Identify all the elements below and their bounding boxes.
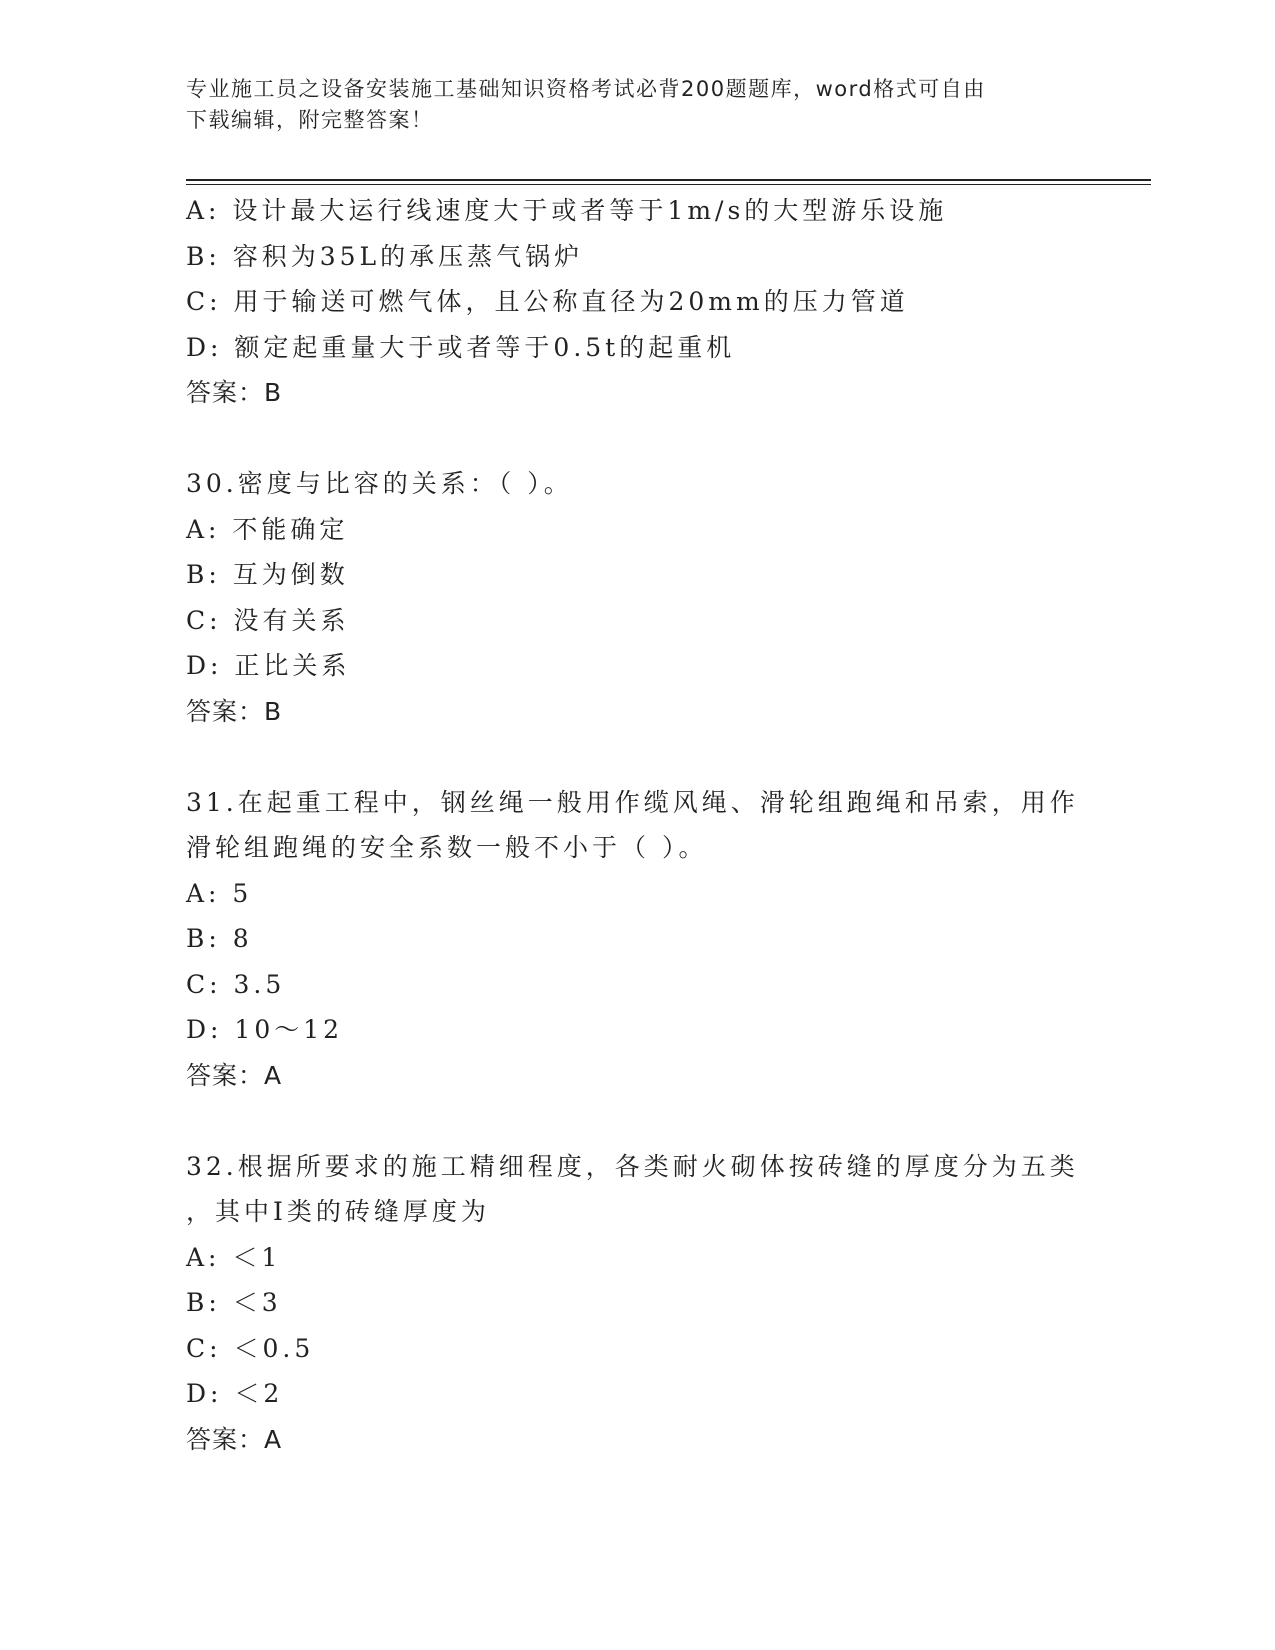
question-31 (186, 780, 1086, 1099)
option-b: B: ＜3 (186, 1288, 282, 1317)
answer-label: 答案：A (186, 1060, 283, 1090)
option-b: B: 互为倒数 (186, 560, 349, 589)
question-stem-line-1: 31.在起重工程中，钢丝绳一般用作缆风绳、滑轮组跑绳和吊索，用作 (186, 787, 1079, 817)
option-d: D: 10～12 (186, 1015, 344, 1044)
document-header (186, 74, 1086, 136)
question-29 (186, 188, 1086, 416)
spacer (186, 1098, 1086, 1144)
option-c: C: 用于输送可燃气体，且公称直径为20mm的压力管道 (186, 287, 909, 316)
header-line-1: 专业施工员之设备安装施工基础知识资格考试必背200题题库，word格式可自由 (186, 77, 986, 101)
question-list (186, 188, 1086, 1462)
question-30 (186, 461, 1086, 734)
answer-label: 答案：B (186, 696, 283, 726)
option-d: D: 额定起重量大于或者等于0.5t的起重机 (186, 332, 736, 362)
option-b: B: 容积为35L的承压蒸气锅炉 (186, 241, 584, 271)
option-a: A: ＜1 (186, 1242, 282, 1272)
option-d: D: 正比关系 (186, 651, 351, 680)
header-divider-thin (186, 184, 1151, 185)
option-a: A: 不能确定 (186, 514, 349, 544)
question-stem-line-2: 滑轮组跑绳的安全系数一般不小于（ ）。 (186, 833, 708, 862)
question-stem-line-2: ，其中Ⅰ类的砖缝厚度为 (186, 1197, 490, 1226)
option-c: C: ＜0.5 (186, 1333, 315, 1363)
option-b: B: 8 (186, 924, 253, 953)
spacer (186, 734, 1086, 780)
option-a: A: 设计最大运行线速度大于或者等于1m/s的大型游乐设施 (186, 196, 948, 225)
option-d: D: ＜2 (186, 1379, 284, 1408)
answer-label: 答案：B (186, 378, 283, 407)
option-c: C: 3.5 (186, 969, 286, 999)
spacer (186, 416, 1086, 462)
header-line-2: 下载编辑，附完整答案！ (186, 108, 434, 132)
question-32 (186, 1144, 1086, 1463)
option-a: A: 5 (186, 878, 253, 908)
question-stem: 30.密度与比容的关系：（ ）。 (186, 469, 573, 498)
answer-label: 答案：A (186, 1424, 283, 1454)
question-stem-line-1: 32.根据所要求的施工精细程度，各类耐火砌体按砖缝的厚度分为五类 (186, 1151, 1079, 1181)
header-divider-thick (186, 179, 1151, 181)
option-c: C: 没有关系 (186, 605, 350, 635)
